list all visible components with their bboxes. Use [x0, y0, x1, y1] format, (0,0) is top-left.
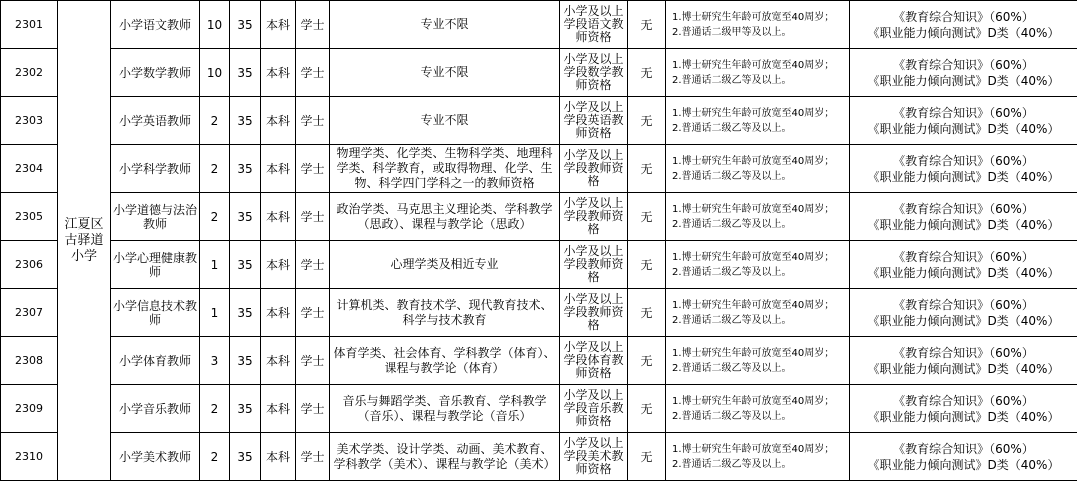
age-limit: 35	[230, 1, 261, 49]
age-limit: 35	[230, 193, 261, 241]
exam-subjects	[850, 49, 1077, 97]
degree: 学士	[296, 49, 330, 97]
note-line: 1.博士研究生年龄可放宽至40周岁；	[672, 58, 847, 73]
major-requirement: 计算机类、教育技术学、现代教育技术、科学与技术教育	[330, 289, 560, 337]
exam-subjects	[850, 1, 1077, 49]
table-row	[1, 289, 1077, 337]
exam-subjects	[850, 241, 1077, 289]
position-code: 2308	[1, 337, 58, 385]
hiring-count: 10	[200, 1, 230, 49]
exam-line: 《教育综合知识》（60%）	[852, 9, 1075, 25]
major-requirement: 心理学类及相近专业	[330, 241, 560, 289]
age-limit: 35	[230, 97, 261, 145]
teacher-qualification: 小学及以上学段体育教师资格	[560, 337, 628, 385]
major-requirement: 专业不限	[330, 1, 560, 49]
position-name: 小学音乐教师	[111, 385, 200, 433]
exam-line: 《教育综合知识》（60%）	[852, 393, 1075, 409]
notes-cell	[666, 193, 850, 241]
teacher-qualification: 小学及以上学段教师资格	[560, 193, 628, 241]
notes-cell	[666, 145, 850, 193]
age-limit: 35	[230, 433, 261, 481]
degree: 学士	[296, 385, 330, 433]
note-line: 1.博士研究生年龄可放宽至40周岁；	[672, 106, 847, 121]
hiring-count: 2	[200, 145, 230, 193]
exam-subjects	[850, 289, 1077, 337]
age-limit: 35	[230, 49, 261, 97]
position-code: 2305	[1, 193, 58, 241]
position-name: 小学科学教师	[111, 145, 200, 193]
education: 本科	[261, 97, 296, 145]
other-requirement: 无	[628, 241, 666, 289]
exam-line: 《职业能力倾向测试》D类（40%）	[852, 217, 1075, 233]
major-requirement: 美术学类、设计学类、动画、美术教育、学科教学（美术）、课程与教学论（美术）	[330, 433, 560, 481]
education: 本科	[261, 433, 296, 481]
note-line: 1.博士研究生年龄可放宽至40周岁；	[672, 346, 847, 361]
exam-line: 《教育综合知识》（60%）	[852, 345, 1075, 361]
position-name: 小学英语教师	[111, 97, 200, 145]
position-code: 2307	[1, 289, 58, 337]
exam-line: 《职业能力倾向测试》D类（40%）	[852, 73, 1075, 89]
position-code: 2306	[1, 241, 58, 289]
note-line: 1.博士研究生年龄可放宽至40周岁；	[672, 10, 847, 25]
note-line: 1.博士研究生年龄可放宽至40周岁；	[672, 298, 847, 313]
note-line: 2.普通话二级乙等及以上。	[672, 457, 847, 472]
other-requirement: 无	[628, 385, 666, 433]
hiring-count: 3	[200, 337, 230, 385]
age-limit: 35	[230, 145, 261, 193]
exam-line: 《职业能力倾向测试》D类（40%）	[852, 409, 1075, 425]
exam-line: 《教育综合知识》（60%）	[852, 441, 1075, 457]
notes-cell	[666, 433, 850, 481]
other-requirement: 无	[628, 145, 666, 193]
hiring-count: 2	[200, 97, 230, 145]
table-row	[1, 145, 1077, 193]
exam-line: 《职业能力倾向测试》D类（40%）	[852, 121, 1075, 137]
position-code: 2304	[1, 145, 58, 193]
notes-cell	[666, 49, 850, 97]
hiring-count: 2	[200, 193, 230, 241]
notes-cell	[666, 289, 850, 337]
education: 本科	[261, 289, 296, 337]
note-line: 2.普通话二级乙等及以上。	[672, 265, 847, 280]
exam-line: 《教育综合知识》（60%）	[852, 249, 1075, 265]
exam-line: 《职业能力倾向测试》D类（40%）	[852, 457, 1075, 473]
other-requirement: 无	[628, 433, 666, 481]
age-limit: 35	[230, 289, 261, 337]
exam-subjects	[850, 337, 1077, 385]
position-code: 2301	[1, 1, 58, 49]
education: 本科	[261, 1, 296, 49]
position-name: 小学心理健康教师	[111, 241, 200, 289]
other-requirement: 无	[628, 1, 666, 49]
note-line: 1.博士研究生年龄可放宽至40周岁；	[672, 394, 847, 409]
age-limit: 35	[230, 385, 261, 433]
education: 本科	[261, 241, 296, 289]
note-line: 1.博士研究生年龄可放宽至40周岁；	[672, 154, 847, 169]
teacher-qualification: 小学及以上学段教师资格	[560, 241, 628, 289]
other-requirement: 无	[628, 97, 666, 145]
teacher-qualification: 小学及以上学段教师资格	[560, 289, 628, 337]
notes-cell	[666, 97, 850, 145]
degree: 学士	[296, 433, 330, 481]
major-requirement: 物理学类、化学类、生物科学类、地理科学类、科学教育，或取得物理、化学、生物、科学四门学科之一的教师资格	[330, 145, 560, 193]
exam-line: 《职业能力倾向测试》D类（40%）	[852, 361, 1075, 377]
hiring-count: 10	[200, 49, 230, 97]
note-line: 2.普通话二级乙等及以上。	[672, 73, 847, 88]
exam-line: 《职业能力倾向测试》D类（40%）	[852, 25, 1075, 41]
note-line: 2.普通话二级乙等及以上。	[672, 169, 847, 184]
education: 本科	[261, 385, 296, 433]
notes-cell	[666, 1, 850, 49]
position-name: 小学信息技术教师	[111, 289, 200, 337]
exam-subjects	[850, 145, 1077, 193]
degree: 学士	[296, 289, 330, 337]
school-name: 江夏区古驿道小学	[58, 1, 111, 481]
exam-subjects	[850, 433, 1077, 481]
exam-line: 《教育综合知识》（60%）	[852, 57, 1075, 73]
other-requirement: 无	[628, 193, 666, 241]
position-name: 小学体育教师	[111, 337, 200, 385]
table-row	[1, 385, 1077, 433]
position-code: 2309	[1, 385, 58, 433]
hiring-count: 1	[200, 241, 230, 289]
degree: 学士	[296, 97, 330, 145]
teacher-qualification: 小学及以上学段英语教师资格	[560, 97, 628, 145]
degree: 学士	[296, 241, 330, 289]
exam-line: 《教育综合知识》（60%）	[852, 105, 1075, 121]
major-requirement: 政治学类、马克思主义理论类、学科教学（思政）、课程与教学论（思政）	[330, 193, 560, 241]
exam-line: 《教育综合知识》（60%）	[852, 201, 1075, 217]
education: 本科	[261, 337, 296, 385]
table-row	[1, 49, 1077, 97]
table-row	[1, 241, 1077, 289]
note-line: 1.博士研究生年龄可放宽至40周岁；	[672, 202, 847, 217]
table-row	[1, 1, 1077, 49]
major-requirement: 专业不限	[330, 49, 560, 97]
table-row	[1, 97, 1077, 145]
notes-cell	[666, 241, 850, 289]
note-line: 2.普通话二级乙等及以上。	[672, 217, 847, 232]
other-requirement: 无	[628, 337, 666, 385]
teacher-qualification: 小学及以上学段美术教师资格	[560, 433, 628, 481]
hiring-count: 1	[200, 289, 230, 337]
note-line: 2.普通话二级乙等及以上。	[672, 409, 847, 424]
table-body	[1, 1, 1077, 481]
notes-cell	[666, 337, 850, 385]
table-row	[1, 193, 1077, 241]
education: 本科	[261, 193, 296, 241]
age-limit: 35	[230, 337, 261, 385]
teacher-qualification: 小学及以上学段数学教师资格	[560, 49, 628, 97]
exam-subjects	[850, 97, 1077, 145]
table-row	[1, 337, 1077, 385]
note-line: 2.普通话二级乙等及以上。	[672, 361, 847, 376]
position-name: 小学语文教师	[111, 1, 200, 49]
position-code: 2302	[1, 49, 58, 97]
note-line: 2.普通话二级乙等及以上。	[672, 121, 847, 136]
other-requirement: 无	[628, 289, 666, 337]
major-requirement: 音乐与舞蹈学类、音乐教育、学科教学（音乐）、课程与教学论（音乐）	[330, 385, 560, 433]
exam-line: 《教育综合知识》（60%）	[852, 153, 1075, 169]
position-code: 2303	[1, 97, 58, 145]
hiring-count: 2	[200, 385, 230, 433]
table-row	[1, 433, 1077, 481]
note-line: 2.普通话二级乙等及以上。	[672, 313, 847, 328]
teacher-qualification: 小学及以上学段教师资格	[560, 145, 628, 193]
exam-subjects	[850, 193, 1077, 241]
exam-line: 《职业能力倾向测试》D类（40%）	[852, 265, 1075, 281]
note-line: 1.博士研究生年龄可放宽至40周岁；	[672, 250, 847, 265]
position-name: 小学数学教师	[111, 49, 200, 97]
notes-cell	[666, 385, 850, 433]
teacher-qualification: 小学及以上学段语文教师资格	[560, 1, 628, 49]
degree: 学士	[296, 193, 330, 241]
major-requirement: 专业不限	[330, 97, 560, 145]
hiring-count: 2	[200, 433, 230, 481]
degree: 学士	[296, 145, 330, 193]
position-code: 2310	[1, 433, 58, 481]
major-requirement: 体育学类、社会体育、学科教学（体育）、课程与教学论（体育）	[330, 337, 560, 385]
exam-subjects	[850, 385, 1077, 433]
exam-line: 《教育综合知识》（60%）	[852, 297, 1075, 313]
education: 本科	[261, 145, 296, 193]
position-name: 小学美术教师	[111, 433, 200, 481]
exam-line: 《职业能力倾向测试》D类（40%）	[852, 313, 1075, 329]
age-limit: 35	[230, 241, 261, 289]
other-requirement: 无	[628, 49, 666, 97]
teacher-qualification: 小学及以上学段音乐教师资格	[560, 385, 628, 433]
note-line: 1.博士研究生年龄可放宽至40周岁；	[672, 442, 847, 457]
position-name: 小学道德与法治教师	[111, 193, 200, 241]
degree: 学士	[296, 337, 330, 385]
education: 本科	[261, 49, 296, 97]
degree: 学士	[296, 1, 330, 49]
note-line: 2.普通话二级甲等及以上。	[672, 25, 847, 40]
exam-line: 《职业能力倾向测试》D类（40%）	[852, 169, 1075, 185]
